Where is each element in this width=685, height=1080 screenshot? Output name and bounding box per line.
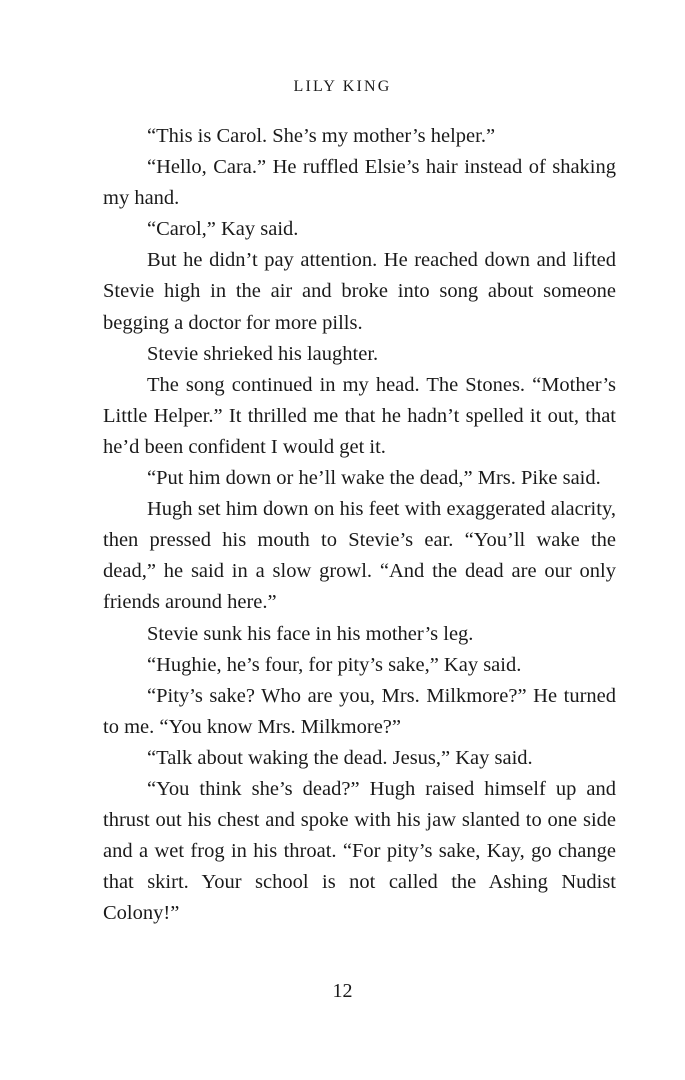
page-number: 12 bbox=[332, 980, 353, 1002]
paragraph: But he didn’t pay attention. He reached down and lifted Stevie high in the air and broke into song about someone begging a doctor for more pills. bbox=[103, 249, 616, 334]
paragraph: “Put him down or he’ll wake the dead,” Mrs. Pike said. bbox=[147, 467, 601, 490]
paragraph: “Talk about waking the dead. Jesus,” Kay said. bbox=[147, 746, 533, 769]
paragraph: “This is Carol. She’s my mother’s helper.” bbox=[147, 125, 496, 147]
paragraph: Stevie sunk his face in his mother’s leg. bbox=[147, 622, 474, 645]
paragraph: “Hello, Cara.” He ruffled Elsie’s hair instead of shaking my hand. bbox=[103, 156, 616, 210]
paragraph: “Carol,” Kay said. bbox=[147, 218, 299, 241]
paragraph: Hugh set him down on his feet with exaggerated alacrity, then pressed his mouth to Stevie’s ear. “You’ll wake the dead,” he said in a slow growl. “And the dead are our only friends around here.” bbox=[103, 498, 616, 614]
paragraph: “Pity’s sake? Who are you, Mrs. Milkmore?” He turned to me. “You know Mrs. Milkmore?” bbox=[103, 684, 616, 738]
paragraph: “You think she’s dead?” Hugh raised himself up and thrust out his chest and spoke with his jaw slanted to one side and a wet frog in his throat. “For pity’s sake, Kay, go change that skirt. Your school is not called the Ashing Nudist Colony!” bbox=[103, 777, 616, 925]
body-text bbox=[103, 121, 616, 929]
paragraph: Stevie shrieked his laughter. bbox=[147, 342, 379, 365]
paragraph: “Hughie, he’s four, for pity’s sake,” Kay said. bbox=[147, 653, 522, 676]
paragraph: The song continued in my head. The Stones. “Mother’s Little Helper.” It thrilled me that he hadn’t spelled it out, that he’d been confident I would get it. bbox=[103, 373, 616, 458]
running-head: LILY KING bbox=[293, 78, 392, 95]
